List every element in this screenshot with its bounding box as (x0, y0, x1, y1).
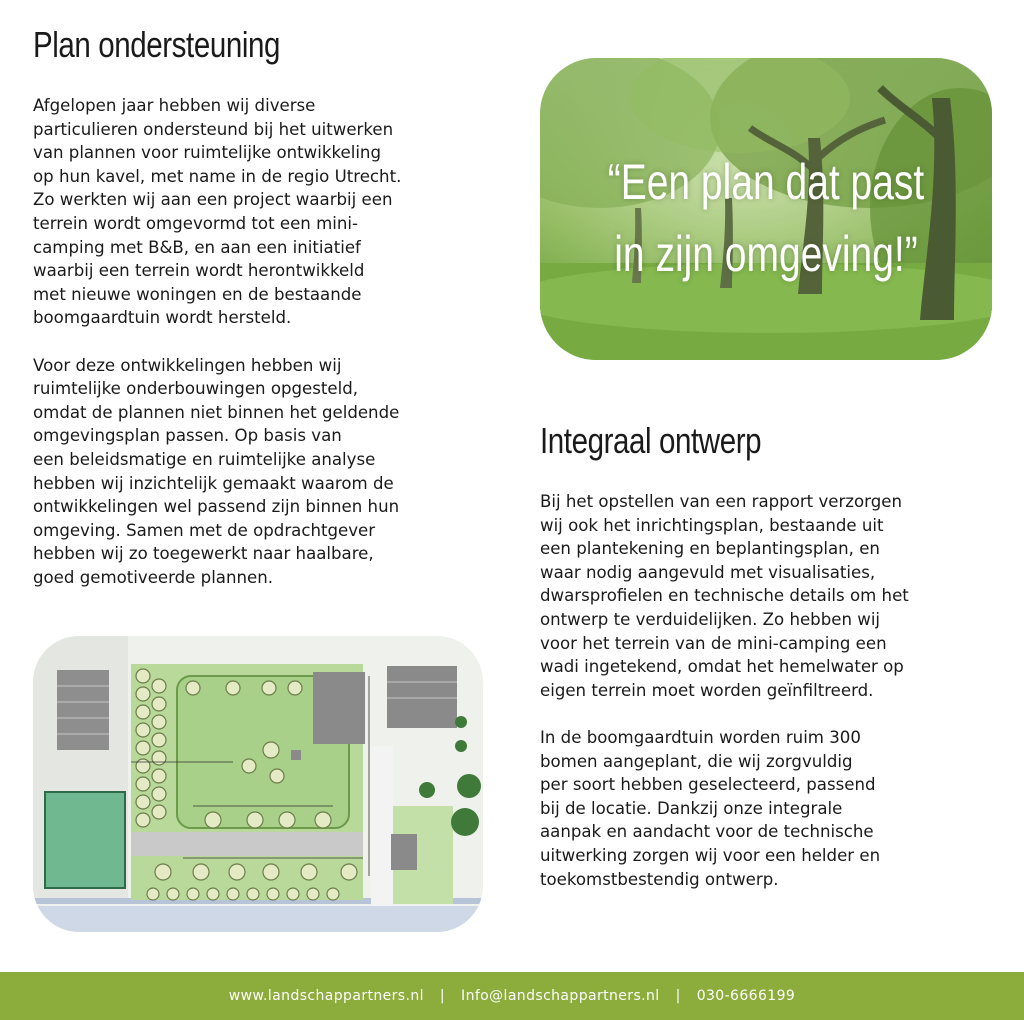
footer-separator: | (675, 988, 681, 1004)
site-plan-drawing (33, 636, 483, 932)
left-body (33, 94, 503, 613)
footer-phone[interactable]: 030-6666199 (696, 988, 796, 1004)
left-paragraph-1: Afgelopen jaar hebben wij diverse particulieren ondersteund bij het uitwerken van plannen voor ruimtelijke ontwikkeling op hun kavel, met name in de regio Utrecht. Zo werkten wij aan een project waarbij een terrein wordt omgevormd tot een mini- camping met B&B, en aan een initiatief waarbij een terrein wordt herontwikkeld met nieuwe woningen en de bestaande boomgaardtuin wordt hersteld. (33, 96, 402, 328)
right-paragraph-1: Bij het opstellen van een rapport verzorgen wij ook het inrichtingsplan, bestaande uit een plantekening en beplantingsplan, en waar nodig aangevuld met visualisaties, dwarsprofielen en technische details om het ontwerp te verduidelijken. Zo hebben wij voor het terrein van de mini-camping een wadi ingetekend, omdat het hemelwater op eigen terrein moet worden geïnfiltreerd. (540, 492, 909, 700)
left-paragraph-2: Voor deze ontwikkelingen hebben wij ruimtelijke onderbouwingen opgesteld, omdat de plannen niet binnen het geldende omgevingsplan passen. Op basis van een beleidsmatige en ruimtelijke analyse hebben wij inzichtelijk gemaakt waarom de ontwikkelingen wel passend zijn binnen hun omgeving. Samen met de opdrachtgever hebben wij zo toegewerkt naar haalbare, goed gemotiveerde plannen. (33, 355, 400, 587)
right-title: Integraal ontwerp (540, 420, 762, 461)
left-title: Plan ondersteuning (33, 24, 281, 65)
right-paragraph-2: In de boomgaardtuin worden ruim 300 bomen aangeplant, die wij zorgvuldig per soort hebben geselecteerd, passend bij de locatie. Dankzij onze integrale aanpak en aandacht voor de technische uitwerking zorgen wij voor een helder en toekomstbestendig ontwerp. (540, 727, 881, 889)
footer-separator: | (439, 988, 446, 1004)
footer-email-link[interactable]: Info@landschappartners.nl (461, 988, 660, 1004)
right-body (540, 490, 1010, 915)
quote-text: “Een plan dat past in zijn omgeving!” (607, 154, 925, 282)
footer-website-link[interactable]: www.landschappartners.nl (228, 988, 424, 1004)
site-plan-illustration (33, 636, 483, 932)
footer-bar (0, 972, 1024, 1020)
quote-photo (540, 58, 992, 360)
